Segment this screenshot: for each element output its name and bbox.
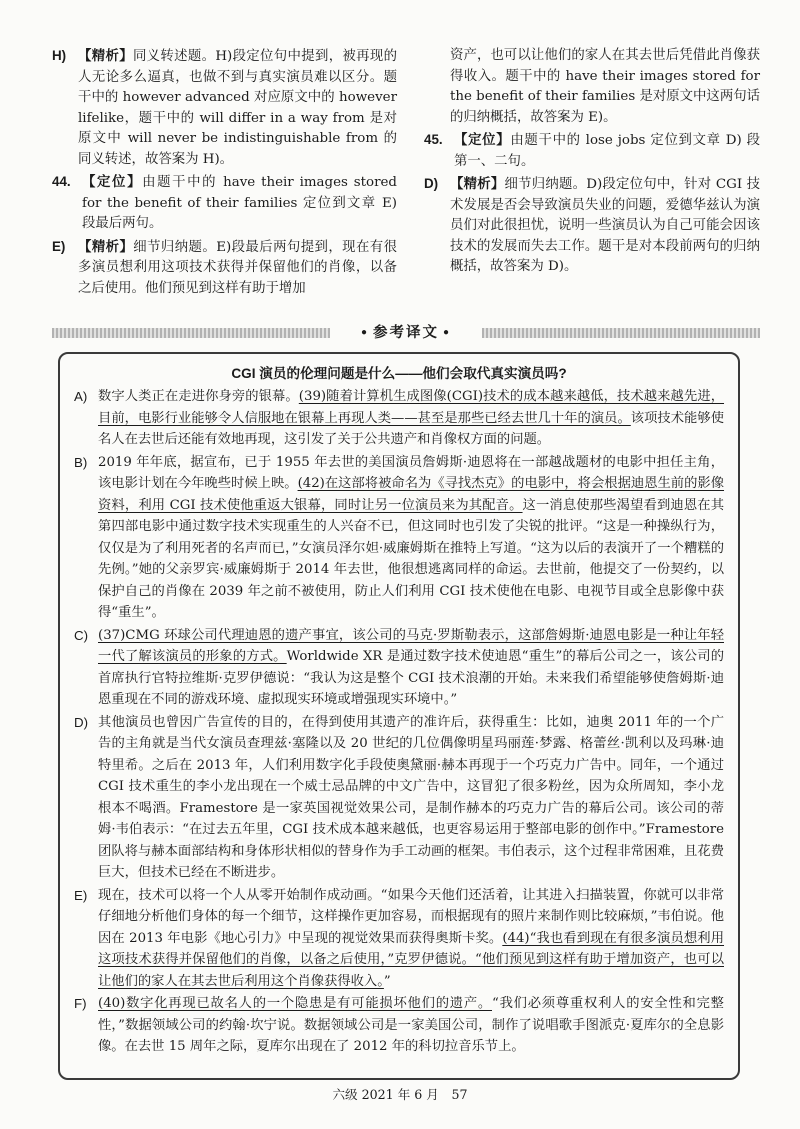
translation-paragraph — [74, 625, 724, 711]
entry-keyword: 【精析】 — [78, 238, 134, 254]
bullet-icon: ● — [443, 327, 452, 339]
paragraph-text: 现在，技术可以将一个人从零开始制作成动画。“如果今天他们还活着，让其进入扫描装置，你就可以非常仔细地分析他们身体的每一个细节，这样操作更加容易，而根据现有的照片来制作则比较麻烦，”韦伯说。他因在 2013 年电影《地心引力》中呈现的视觉效果而获得奥斯卡奖。 — [98, 887, 724, 946]
underlined-answer-sentence: (44)“我也看到现在有很多演员想利用这项技术获得并保留他们的肖像，以备之后使用，”克罗伊德说。“他们预见到这样有助于增加资产，也可以让他们的家人在其去世后利用这个肖像获得收入。 — [98, 930, 725, 989]
paragraph-text: 数字人类正在走进你身旁的银幕。 — [98, 389, 299, 404]
translation-paragraph — [74, 712, 724, 884]
translation-paragraph — [74, 885, 724, 993]
paragraph-marker: F) — [74, 996, 87, 1011]
page-footer: 六级 2021 年 6 月 57 — [332, 1087, 468, 1102]
entry-text: 由题干中的 have their images stored for the benefit of their families 定位到文章 E) 段最后两句。 — [82, 175, 398, 231]
explanation-e-continued — [424, 46, 760, 128]
explanation-e — [52, 237, 397, 300]
entry-tag: D) — [424, 176, 439, 191]
underlined-answer-sentence: (37)CMG 环球公司代理迪恩的遗产事宜，该公司的马克·罗斯勒表示，这部詹姆斯·迪恩电影是一种让年轻一代了解该演员的形象的方式。 — [98, 627, 724, 664]
translation-paragraph — [74, 993, 724, 1058]
paragraph-body — [98, 625, 724, 711]
paragraph-marker: E) — [74, 887, 88, 903]
paragraph-marker: D) — [74, 714, 89, 730]
paragraph-text: 其他演员也曾因广告宣传的目的，在得到使用其遗产的准许后，获得重生：比如，迪奥 2011 年的一个广告的主角就是当代女演员查理兹·塞隆以及 20 世纪的几位偶像明星玛丽莲·梦露、格蕾丝·凯利以及玛琳·迪特里希。之后在 2013 年，人们利用数字化手段使奥黛丽·赫本再现于一个巧克力广告中。同年，一个通过 CGI 技术重生的李小龙出现在一个威士忌品牌的中文广告中，这冒犯了很多粉丝，因为众所周知，李小龙根本不喝酒。Framestore 是一家英国视觉效果公司，是制作赫本的巧克力广告的幕后公司。该公司的蒂姆·韦伯表示：“在过去五年里，CGI 技术成本越来越低，也更容易运用于整部电影的创作中。”Framestore 团队将与赫本面部结构和身体形状相似的替身作为手工动画的框架。韦伯表示，这个过程非常困难，且花费巨大，但技术已经在不断进步。 — [98, 714, 724, 880]
paragraph-text: Worldwide XR 是通过数字技术使迪恩“重生”的幕后公司之一，该公司的首席执行官特拉维斯·克罗伊德说：“我认为这是整个 CGI 技术浪潮的开始。未来我们希望能够使詹姆斯·迪恩重现在不同的游戏环境、虚拟现实环境或增强现实环境中。” — [98, 649, 725, 707]
translation-title: CGI 演员的伦理问题是什么——他们会取代真实演员吗? — [231, 366, 567, 381]
explanation-h — [52, 46, 397, 170]
explanations-left-column — [52, 46, 397, 301]
entry-keyword: 【精析】 — [78, 48, 133, 63]
paragraph-body — [98, 885, 724, 993]
locate-45 — [424, 130, 760, 172]
entry-tag: 45. — [424, 132, 443, 147]
entry-tag: 44. — [52, 174, 71, 189]
entry-keyword: 【定位】 — [454, 132, 511, 147]
paragraph-text: 该项技术能够使名人在去世后还能有效地再现，这引发了关于公共遗产和肖像权方面的问题。 — [98, 410, 724, 447]
translation-paragraph — [74, 386, 724, 451]
paragraph-body — [98, 386, 724, 451]
entry-text: 同义转述题。H)段定位句中提到，被再现的人无论多么逼真，也做不到与真实演员难以区分。题干中的 however advanced 对应原文中的 however lifelike，题干中的 will differ in a way from 是对原文中 will never be indistinguishable from 的同义转述，故答案为 H)。 — [78, 49, 398, 167]
translation-paragraphs — [74, 386, 724, 1058]
divider-bar-left — [52, 328, 330, 338]
entry-text: 细节归纳题。D)段定位句中，针对 CGI 技术发展是否会导致演员失业的问题，爱德华兹认为演员们对此很担忧，说明一些演员认为自己可能会因该技术的发展而失去工作。题干是对本段前两句的归纳概括，故答案为 D)。 — [450, 177, 760, 274]
paragraph-text: “我们必须尊重权利人的安全性和完整性，”数据领域公司的约翰·坎宁说。数据领域公司是一家美国公司，制作了说唱歌手图派克·夏库尔的全息影像。在去世 15 周年之际，夏库尔出现在了 2012 年的科切拉音乐节上。 — [98, 996, 724, 1054]
underlined-answer-sentence: (40)数字化再现已故名人的一个隐患是有可能损坏他们的遗产。 — [98, 996, 492, 1011]
paragraph-text: 2019 年年底，据宣布，已于 1955 年去世的美国演员詹姆斯·迪恩将在一部越战题材的电影中担任主角，该电影计划在今年晚些时候上映。 — [98, 454, 724, 491]
translation-box — [58, 352, 740, 1080]
bullet-icon: ● — [360, 327, 369, 339]
paragraph-body — [98, 452, 724, 624]
entry-tag: E) — [52, 238, 66, 254]
section-title: ● 参考译文 ● — [360, 325, 452, 341]
entry-keyword: 【定位】 — [82, 174, 143, 189]
paragraph-marker: B) — [74, 454, 88, 470]
underlined-answer-sentence: (39)随着计算机生成图像(CGI)技术的成本越来越低，技术越来越先进，目前，电影行业能够令人信服地在银幕上再现人类——甚至是那些已经去世几十年的演员。 — [98, 389, 725, 426]
divider-bar-right — [482, 328, 760, 338]
explanations-right-column — [424, 46, 760, 280]
entry-text: 由题干中的 lose jobs 定位到文章 D) 段第一、二句。 — [454, 133, 761, 169]
paragraph-text: ” — [383, 973, 391, 989]
entry-keyword: 【精析】 — [450, 176, 505, 191]
entry-tag: H) — [52, 48, 67, 63]
paragraph-marker: A) — [74, 389, 88, 404]
section-divider — [52, 322, 760, 344]
translation-paragraph — [74, 452, 724, 624]
paragraph-text: 这一消息使那些渴望看到迪恩在其第四部电影中通过数字技术实现重生的人兴奋不已，但这同时也引发了尖锐的批评。“这是一种操纵行为，仅仅是为了利用死者的名声而已，”女演员泽尔妲·威廉姆斯在推特上写道。“这为以后的表演开了一个糟糕的先例。”她的父亲罗宾·威廉姆斯于 2014 年去世，他很想逃离同样的命运。去世前，他提交了一份契约，以保护自己的肖像在 2039 年之前不被使用，防止人们利用 CGI 技术使他在电影、电视节目或全息影像中获得“重生”。 — [98, 497, 724, 620]
paragraph-body — [98, 993, 724, 1058]
explanation-d — [424, 174, 760, 278]
underlined-answer-sentence: (42)在这部将被命名为《寻找杰克》的电影中，将会根据迪恩生前的影像资料，利用 CGI 技术使他重返大银幕，同时让另一位演员来为其配音。 — [98, 476, 725, 513]
answer-explanations — [52, 46, 760, 316]
entry-text: 资产，也可以让他们的家人在其去世后凭借此肖像获得收入。题干中的 have their images stored for the benefit of their families 是对原文中这两句话的归纳概括，故答案为 E)。 — [450, 48, 760, 125]
paragraph-marker: C) — [74, 627, 89, 643]
paragraph-body — [98, 712, 724, 884]
entry-text: 细节归纳题。E)段最后两句提到，现在有很多演员想利用这项技术获得并保留他们的肖像，以备之后使用。他们预见到这样有助于增加 — [78, 239, 398, 296]
locate-44 — [52, 172, 397, 235]
